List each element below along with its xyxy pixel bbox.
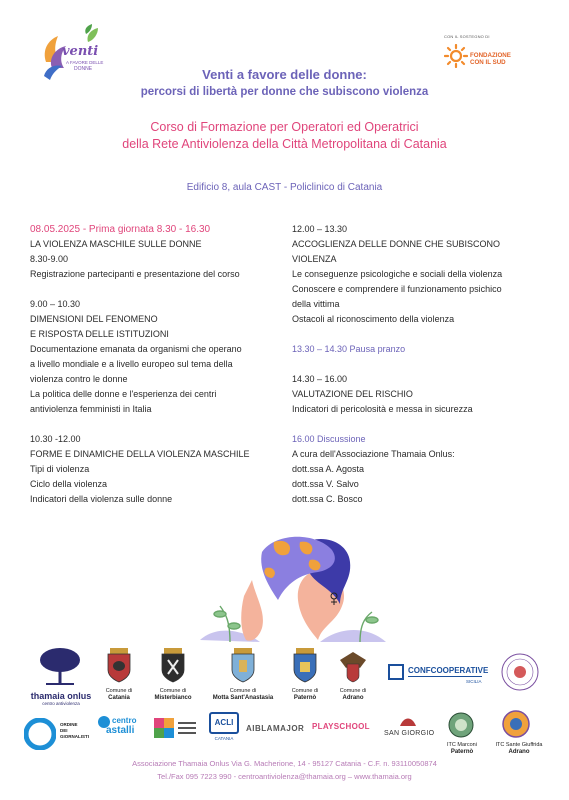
aiblamajor-logo: AIBLAMAJOR <box>246 724 305 733</box>
session-line: Documentazione emanata da organismi che operano <box>30 344 242 354</box>
itc-giuffrida-badge-icon <box>502 710 530 738</box>
session-title: ACCOGLIENZA DELLE DONNE CHE SUBISCONO <box>292 239 501 249</box>
session-line: Conoscere e comprendere il funzionamento psichico <box>292 284 502 294</box>
san-giorgio-logo: SAN GIORGIO <box>384 730 435 737</box>
university-seal-icon <box>500 652 540 692</box>
astalli-name-2: astalli <box>106 725 135 736</box>
comune-prefix: Comune di <box>159 688 187 694</box>
fondazione-con-il-sud <box>470 52 511 66</box>
itc-name: ITC Sante Giuffrida <box>495 742 543 748</box>
caption-misterbianco <box>148 688 198 701</box>
session-line: antiviolenza femministi in Italia <box>30 404 152 414</box>
comune-name: Catania <box>108 694 130 701</box>
session-line: Tipi di violenza <box>30 464 90 474</box>
session-line: violenza contro le donne <box>30 374 128 384</box>
odg-line: GIORNALISTI <box>60 734 89 739</box>
venti-tagline-1: A FAVORE DELLE <box>66 60 104 65</box>
program-left-column <box>30 222 280 522</box>
comune-prefix: Comune di <box>339 688 367 694</box>
caption-paterno <box>280 688 330 701</box>
footer-contacts: Tel./Fax 095 7223 990 - centroantiviolenza@thamaia.org – www.thamaia.org <box>157 772 412 781</box>
session-line: Le conseguenze psicologiche e sociali della violenza <box>292 269 503 279</box>
discussion-heading: 16.00 Discussione <box>292 434 366 444</box>
itc-city: Paternò <box>450 748 474 755</box>
session-title: FORME E DINAMICHE DELLA VIOLENZA MASCHILE <box>30 449 250 459</box>
comune-name: Paternò <box>293 694 317 701</box>
session-line: Registrazione partecipanti e presentazione del corso <box>30 269 240 279</box>
caption-adrano <box>328 688 378 701</box>
session-line: Ostacoli al riconoscimento della violenza <box>292 314 455 324</box>
playschool-logo: PLAYSCHOOL <box>312 722 370 731</box>
acli-sub: CATANIA <box>214 736 234 741</box>
itc-city: Adrano <box>508 748 530 755</box>
session-title: DIMENSIONI DEL FENOMENO <box>30 314 158 324</box>
sun-icon <box>444 44 468 68</box>
session-line: Ciclo della violenza <box>30 479 108 489</box>
eagle-icon <box>336 646 370 684</box>
program-right-column <box>292 222 542 522</box>
coat-of-arms-paterno <box>290 646 320 686</box>
thamaia-sub: centro antiviolenza <box>42 701 80 706</box>
astalli-name-1: centro <box>112 716 137 725</box>
confcoop-divider <box>408 676 482 677</box>
session-time: 14.30 – 16.00 <box>292 374 348 384</box>
footer-address: Associazione Thamaia Onlus Via G. Macherione, 14 - 95127 Catania - C.F. n. 93110050874 <box>132 759 437 768</box>
confcoop-sub: SICILIA <box>466 679 482 684</box>
ordine-giornalisti-logo <box>24 718 94 752</box>
session-line: Indicatori di pericolosità e messa in sicurezza <box>292 404 473 414</box>
session-line: Indicatori della violenza sulle donne <box>30 494 173 504</box>
thamaia-name: thamaia onlus <box>30 691 92 701</box>
confcooperative-logo <box>388 664 489 688</box>
acli-logo <box>206 712 242 752</box>
page-subtitle: percorsi di libertà per donne che subiscono violenza <box>140 86 429 98</box>
tree-icon <box>26 644 96 686</box>
session-line: A cura dell'Associazione Thamaia Onlus: <box>292 449 455 459</box>
session-title: VIOLENZA <box>292 254 337 264</box>
session-title: LA VIOLENZA MASCHILE SULLE DONNE <box>30 239 202 249</box>
session-time: 9.00 – 10.30 <box>30 299 81 309</box>
san-giorgio-figure-icon <box>398 712 418 728</box>
session-line: della vittima <box>292 299 340 309</box>
speaker: dott.ssa A. Agosta <box>292 464 365 474</box>
venue: Edificio 8, aula CAST - Policlinico di Catania <box>186 182 383 193</box>
crest-icon <box>104 646 134 684</box>
odg-line: ORDINE <box>60 722 78 727</box>
session-line: La politica delle donne e l'esperienza dei centri <box>30 389 217 399</box>
thamaia-logo <box>26 644 96 704</box>
session-title: VALUTAZIONE DEL RISCHIO <box>292 389 413 399</box>
crest-icon <box>290 646 320 684</box>
session-line: a livello mondiale e a livello europeo sul tema della <box>30 359 233 369</box>
coat-of-arms-misterbianco <box>158 646 188 686</box>
coat-of-arms-catania <box>104 646 134 686</box>
confcoop-name: CONFCOOPERATIVE <box>408 666 489 675</box>
odg-text <box>60 722 89 740</box>
session-time: 12.00 – 13.30 <box>292 224 348 234</box>
day-heading: 08.05.2025 - Prima giornata 8.30 - 16.30 <box>30 224 211 235</box>
crest-icon <box>158 646 188 684</box>
coat-of-arms-adrano <box>336 646 370 686</box>
speaker: dott.ssa V. Salvo <box>292 479 359 489</box>
page-title: Venti a favore delle donne: <box>202 67 367 82</box>
crest-icon <box>228 646 258 684</box>
centro-astalli-logo <box>98 716 144 746</box>
lunch-break: 13.30 – 14.30 Pausa pranzo <box>292 344 406 354</box>
session-title: E RISPOSTA DELLE ISTITUZIONI <box>30 329 169 339</box>
two-women-illustration <box>190 522 390 647</box>
caption-itc-marconi <box>440 742 484 755</box>
session-time: 8.30-9.00 <box>30 254 69 264</box>
course-title-line-1: Corso di Formazione per Operatori ed Operatrici <box>150 120 419 134</box>
odg-circle-icon <box>24 718 56 750</box>
comune-name: Motta Sant'Anastasia <box>212 694 274 701</box>
comune-name: Misterbianco <box>154 694 192 701</box>
session-time: 10.30 -12.00 <box>30 434 81 444</box>
comune-name: Adrano <box>342 694 364 701</box>
comune-prefix: Comune di <box>229 688 257 694</box>
fcs-name-1: FONDAZIONE <box>470 52 511 59</box>
support-caption: CON IL SOSTEGNO DI <box>444 34 490 39</box>
fcs-name-2: CON IL SUD <box>470 59 506 66</box>
caption-motta <box>208 688 278 701</box>
odg-line: DEI <box>60 728 68 733</box>
comune-prefix: Comune di <box>291 688 319 694</box>
itc-marconi-badge-icon <box>448 712 474 738</box>
venti-tagline-2: DONNE <box>74 66 93 72</box>
caption-catania <box>94 688 144 701</box>
venti-brand: venti <box>62 44 99 59</box>
itc-name: ITC Marconi <box>447 742 477 748</box>
speaker: dott.ssa C. Bosco <box>292 494 363 504</box>
confcoop-mark-icon <box>388 664 404 680</box>
course-title-line-2: della Rete Antiviolenza della Città Metropolitana di Catania <box>122 137 447 151</box>
acli-name: ACLI <box>209 712 239 734</box>
colorful-cross-logo-icon <box>150 714 198 748</box>
comune-prefix: Comune di <box>105 688 133 694</box>
caption-itc-giuffrida <box>488 742 550 755</box>
coat-of-arms-motta <box>228 646 258 686</box>
